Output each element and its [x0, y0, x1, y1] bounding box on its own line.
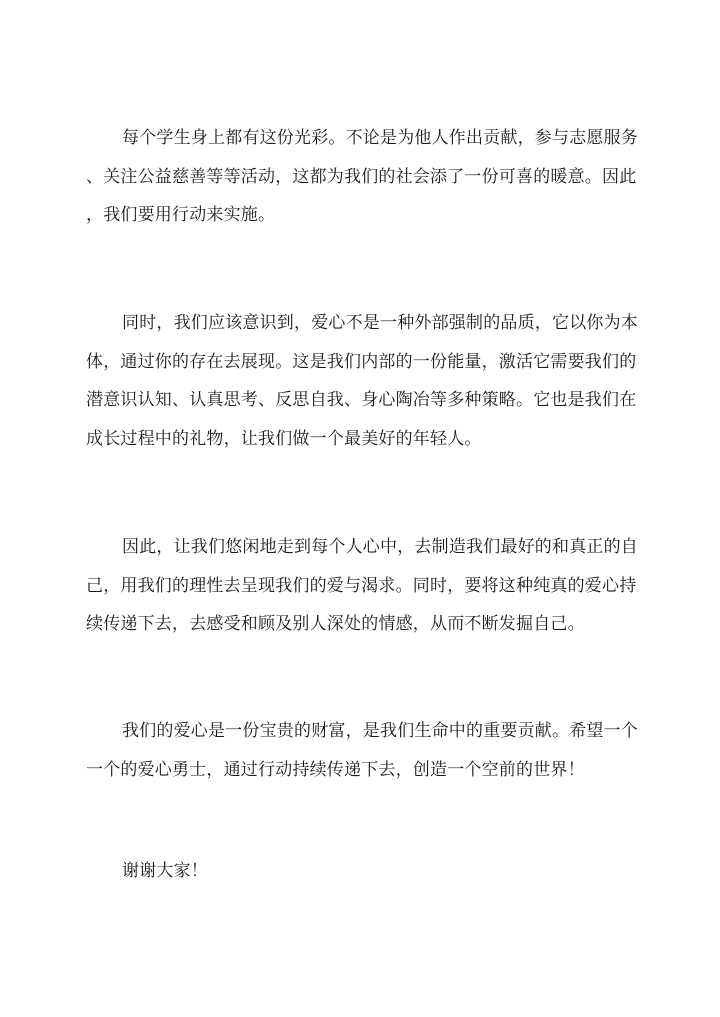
- paragraph-line: 体，通过你的存在去展现。这是我们内部的一份能量，激活它需要我们的: [86, 351, 637, 372]
- paragraph-line: 、关注公益慈善等等活动，这都为我们的社会添了一份可喜的暖意。因此: [86, 166, 637, 187]
- paragraph-line: 成长过程中的礼物，让我们做一个最美好的年轻人。: [86, 428, 482, 449]
- paragraph-line: 谢谢大家！: [122, 861, 208, 881]
- paragraph-line: 己，用我们的理性去呈现我们的爱与渴求。同时，要将这种纯真的爱心持: [86, 575, 637, 596]
- paragraph-line: 续传递下去，去感受和顾及别人深处的情感，从而不断发掘自己。: [86, 614, 585, 634]
- closing-line: [86, 852, 646, 891]
- paragraph-2: [86, 304, 646, 458]
- paragraph-line: 潜意识认知、认真思考、反思自我、身心陶冶等多种策略。它也是我们在: [86, 390, 637, 410]
- paragraph-1: [86, 119, 646, 235]
- paragraph-line: ，我们要用行动来实施。: [86, 205, 276, 225]
- paragraph-line: 每个学生身上都有这份光彩。不论是为他人作出贡献，参与志愿服务: [122, 128, 638, 148]
- paragraph-4: [86, 712, 646, 789]
- paragraph-line: 因此，让我们悠闲地走到每个人心中，去制造我们最好的和真正的自: [122, 537, 638, 557]
- paragraph-line: 我们的爱心是一份宝贵的财富，是我们生命中的重要贡献。希望一个: [122, 721, 638, 741]
- paragraph-line: 同时，我们应该意识到，爱心不是一种外部强制的品质，它以你为本: [122, 313, 638, 333]
- paragraph-line: 一个的爱心勇士，通过行动持续传递下去，创造一个空前的世界！: [86, 759, 585, 780]
- paragraph-3: [86, 528, 646, 644]
